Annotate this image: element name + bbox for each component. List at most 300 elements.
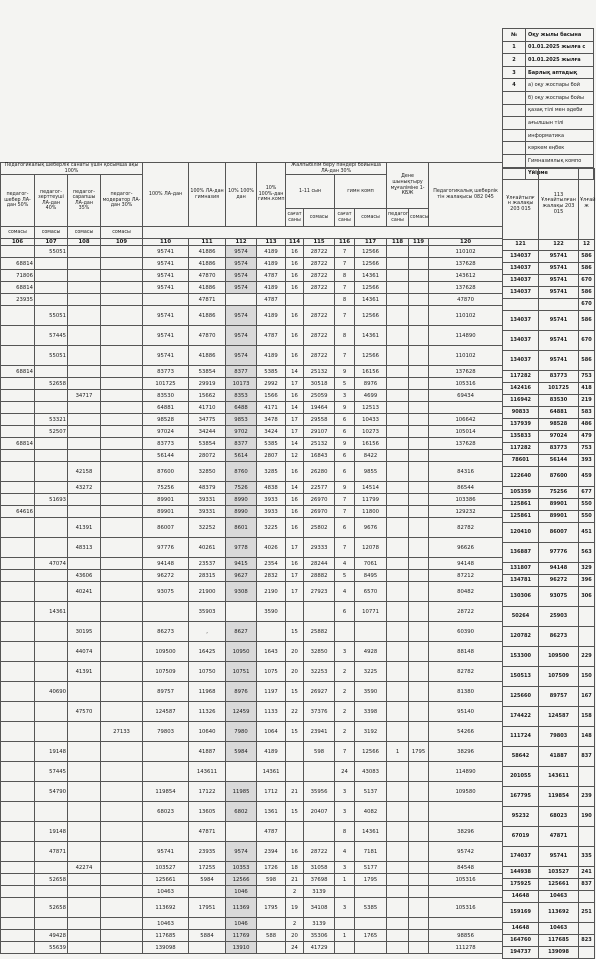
right-table-row <box>503 311 595 331</box>
column-number: 119 <box>409 239 429 246</box>
cell-c3: 42158 <box>68 462 101 482</box>
cell-t <box>387 942 409 954</box>
right-cell-a: 131807 <box>503 563 539 575</box>
cell-ts <box>409 682 429 702</box>
table-row <box>1 378 503 390</box>
cell-c8: 4189 <box>257 346 286 366</box>
cell-c7: 8990 <box>226 494 257 506</box>
column-number: 114 <box>286 239 304 246</box>
cell-h1: 16 <box>286 494 304 506</box>
right-table-row <box>503 543 595 563</box>
cell-c6: 5884 <box>189 930 226 942</box>
cell-h2: 7 <box>335 494 355 506</box>
cell-c4 <box>101 518 143 538</box>
cell-s2: 43083 <box>355 762 387 782</box>
column-number: 116 <box>335 239 355 246</box>
right-cell-b <box>539 299 579 311</box>
cell-s1: 28722 <box>304 306 335 326</box>
right-table-row <box>503 867 595 879</box>
right-cell-b: 109500 <box>539 647 579 667</box>
cell-res: 137628 <box>429 438 503 450</box>
column-number: 117 <box>355 239 387 246</box>
cell-t <box>387 258 409 270</box>
cell-c6: 11326 <box>189 702 226 722</box>
cell-c7: 5614 <box>226 450 257 462</box>
cell-res <box>429 802 503 822</box>
table-row <box>1 570 503 582</box>
right-cell-b: 101725 <box>539 383 579 395</box>
cell-c8: 3590 <box>257 602 286 622</box>
cell-c6: , <box>189 622 226 642</box>
cell-c6: 34244 <box>189 426 226 438</box>
right-cell-c <box>579 891 595 903</box>
cell-c5: 113692 <box>143 898 189 918</box>
summary-row-number: 2 <box>503 54 526 67</box>
cell-s2: 7061 <box>355 558 387 570</box>
cell-c6: 41887 <box>189 742 226 762</box>
cell-s1: 16843 <box>304 450 335 462</box>
right-cell-a: 159169 <box>503 903 539 923</box>
table-row <box>1 518 503 538</box>
cell-res: 94148 <box>429 558 503 570</box>
cell-res: 82782 <box>429 662 503 682</box>
right-cell-b: 107509 <box>539 667 579 687</box>
cell-ts <box>409 270 429 282</box>
right-cell-b: 89757 <box>539 687 579 707</box>
cell-c5: 95741 <box>143 258 189 270</box>
cell-c1 <box>1 462 35 482</box>
cell-c1: 68814 <box>1 366 35 378</box>
right-cell-c: 459 <box>579 467 595 487</box>
table-row <box>1 414 503 426</box>
cell-ts <box>409 518 429 538</box>
cell-s1: 19464 <box>304 402 335 414</box>
cell-ts: 1795 <box>409 742 429 762</box>
cell-h1: 21 <box>286 782 304 802</box>
cell-h2 <box>335 622 355 642</box>
cell-h2 <box>335 886 355 898</box>
right-table-row <box>503 563 595 575</box>
cell-h2: 6 <box>335 602 355 622</box>
cell-h1: 16 <box>286 506 304 518</box>
right-cell-b: 83773 <box>539 443 579 455</box>
cell-ts <box>409 326 429 346</box>
table-row <box>1 450 503 462</box>
cell-c4 <box>101 402 143 414</box>
right-table-row <box>503 431 595 443</box>
cell-c4 <box>101 582 143 602</box>
cell-c1 <box>1 450 35 462</box>
cell-c4 <box>101 622 143 642</box>
cell-c2: 14361 <box>35 602 68 622</box>
cell-c8: 1643 <box>257 642 286 662</box>
cell-h2 <box>335 942 355 954</box>
cell-c1 <box>1 570 35 582</box>
cell-c1: 68814 <box>1 258 35 270</box>
cell-c8: 1712 <box>257 782 286 802</box>
cell-c7: 11369 <box>226 898 257 918</box>
right-cell-c: 329 <box>579 563 595 575</box>
cell-c4 <box>101 390 143 402</box>
cell-c8: 2190 <box>257 582 286 602</box>
right-cell-b: 75256 <box>539 487 579 499</box>
cell-c7: 11985 <box>226 782 257 802</box>
cell-s1: 25059 <box>304 390 335 402</box>
cell-c2 <box>35 722 68 742</box>
cell-c6: 32252 <box>189 518 226 538</box>
cell-c7: 10173 <box>226 378 257 390</box>
cell-c4 <box>101 842 143 862</box>
table-row <box>1 702 503 722</box>
right-cell-c: 753 <box>579 443 595 455</box>
cell-s2: 10433 <box>355 414 387 426</box>
cell-h2: 6 <box>335 462 355 482</box>
cell-c5: 89901 <box>143 506 189 518</box>
cell-c1 <box>1 346 35 366</box>
cell-c1 <box>1 662 35 682</box>
cell-h1: 16 <box>286 390 304 402</box>
cell-c3 <box>68 506 101 518</box>
cell-c7: 9308 <box>226 582 257 602</box>
right-table-row <box>503 467 595 487</box>
right-column-number: 12 <box>579 240 595 251</box>
cell-c3 <box>68 258 101 270</box>
cell-c3 <box>68 558 101 570</box>
cell-h2: 6 <box>335 426 355 438</box>
cell-c8: 3933 <box>257 494 286 506</box>
right-cell-b: 64881 <box>539 407 579 419</box>
right-cell-b: 79803 <box>539 727 579 747</box>
right-cell-b: 95741 <box>539 287 579 299</box>
summary-row-number <box>503 142 526 155</box>
summary-row-text: а) оқу жоспары бой <box>526 79 594 92</box>
cell-c5 <box>143 294 189 306</box>
cell-c5: 119854 <box>143 782 189 802</box>
right-cell-c: 486 <box>579 419 595 431</box>
cell-res: 96626 <box>429 538 503 558</box>
cell-c6: 53854 <box>189 366 226 378</box>
cell-c1 <box>1 842 35 862</box>
cell-h1: 16 <box>286 282 304 294</box>
cell-res: 95140 <box>429 702 503 722</box>
cell-res: 110102 <box>429 346 503 366</box>
cell-h1: 19 <box>286 898 304 918</box>
right-table-row <box>503 351 595 371</box>
cell-c3 <box>68 294 101 306</box>
cell-c1 <box>1 898 35 918</box>
cell-c1: 71806 <box>1 270 35 282</box>
right-cell-c <box>579 607 595 627</box>
cell-c8: 1197 <box>257 682 286 702</box>
table-row <box>1 366 503 378</box>
cell-s2: 9676 <box>355 518 387 538</box>
col-head-gymnasium: 100% ЛА-дан гимназия <box>189 163 226 227</box>
cell-c4 <box>101 918 143 930</box>
cell-c8 <box>257 622 286 642</box>
cell-c6: 143611 <box>189 762 226 782</box>
cell-c3: 42274 <box>68 862 101 874</box>
cell-c1 <box>1 558 35 570</box>
cell-c1: 68814 <box>1 438 35 450</box>
right-cell-a: 105359 <box>503 487 539 499</box>
sub-head-teachers: педагог саны <box>387 209 409 227</box>
cell-c4 <box>101 782 143 802</box>
cell-t <box>387 930 409 942</box>
cell-c6: 29919 <box>189 378 226 390</box>
summary-row-number <box>503 91 526 104</box>
cell-h2: 5 <box>335 570 355 582</box>
summary-row-number <box>503 129 526 142</box>
right-table-row <box>503 787 595 807</box>
cell-c1 <box>1 582 35 602</box>
cell-ts <box>409 930 429 942</box>
cell-c6: 10640 <box>189 722 226 742</box>
cell-c2 <box>35 294 68 306</box>
cell-s1 <box>304 822 335 842</box>
cell-res: 54266 <box>429 722 503 742</box>
column-number: 113 <box>257 239 286 246</box>
cell-res <box>429 886 503 898</box>
cell-res: 82782 <box>429 518 503 538</box>
right-cell-a: 14648 <box>503 891 539 903</box>
cell-c8: 4189 <box>257 246 286 258</box>
cell-c4 <box>101 506 143 518</box>
cell-s1: 35956 <box>304 782 335 802</box>
cell-h1: 15 <box>286 722 304 742</box>
cell-c4 <box>101 294 143 306</box>
cell-c5: 107509 <box>143 662 189 682</box>
cell-c1: 64616 <box>1 506 35 518</box>
right-cell-b: 68023 <box>539 807 579 827</box>
cell-c5: 56144 <box>143 450 189 462</box>
cell-c8: 3285 <box>257 462 286 482</box>
right-cell-b: 95741 <box>539 263 579 275</box>
table-row <box>1 822 503 842</box>
general-subjects-title: Жалпыбілім беру пәндері бойынша ЛА-дан 30% <box>286 163 387 175</box>
col-head-researcher: педагог-зерттеуші ЛА-дан 40% <box>35 175 68 227</box>
cell-c7: 8760 <box>226 462 257 482</box>
cell-ts <box>409 822 429 842</box>
cell-c5: 98528 <box>143 414 189 426</box>
table-row <box>1 306 503 326</box>
cell-c3 <box>68 802 101 822</box>
cell-c3 <box>68 886 101 898</box>
cell-c3: 43272 <box>68 482 101 494</box>
right-col-head-c: Ұлғай ж <box>579 169 595 240</box>
cell-c1 <box>1 518 35 538</box>
cell-h2: 8 <box>335 270 355 282</box>
cell-c3 <box>68 722 101 742</box>
cell-t <box>387 558 409 570</box>
right-table-row <box>503 499 595 511</box>
column-number-row <box>1 239 503 246</box>
summary-row-text: 01.01.2025 жылға с <box>526 41 594 54</box>
cell-c4 <box>101 662 143 682</box>
cell-c3 <box>68 282 101 294</box>
cell-s2: 14361 <box>355 822 387 842</box>
cell-t <box>387 862 409 874</box>
right-cell-b: 47871 <box>539 827 579 847</box>
column-number: 118 <box>387 239 409 246</box>
cell-t <box>387 366 409 378</box>
cell-s2: 12566 <box>355 306 387 326</box>
right-cell-a: 150513 <box>503 667 539 687</box>
cell-h1: 16 <box>286 462 304 482</box>
cell-c6: 48379 <box>189 482 226 494</box>
sub-head-sum: сомасы <box>304 209 335 227</box>
right-cell-c <box>579 827 595 847</box>
cell-h2: 8 <box>335 326 355 346</box>
cell-h2: 6 <box>335 450 355 462</box>
cell-c2: 54790 <box>35 782 68 802</box>
cell-c3 <box>68 898 101 918</box>
summary-header <box>503 29 594 42</box>
right-table-row <box>503 487 595 499</box>
cell-res: 109580 <box>429 782 503 802</box>
cell-res <box>429 402 503 414</box>
cell-c4 <box>101 822 143 842</box>
cell-c2 <box>35 366 68 378</box>
cell-c4: 27133 <box>101 722 143 742</box>
cell-res: 103386 <box>429 494 503 506</box>
table-row <box>1 682 503 702</box>
cell-ts <box>409 390 429 402</box>
cell-s1: 28722 <box>304 842 335 862</box>
table-row <box>1 886 503 898</box>
cell-c3: 41391 <box>68 518 101 538</box>
sub-head-sum: сомасы <box>409 209 429 227</box>
summary-row <box>503 104 594 117</box>
cell-s2 <box>355 622 387 642</box>
cell-h2: 4 <box>335 842 355 862</box>
right-cell-a: 144938 <box>503 867 539 879</box>
cell-c8: 3424 <box>257 426 286 438</box>
cell-ts <box>409 482 429 494</box>
cell-c8: 1064 <box>257 722 286 742</box>
cell-res: 69434 <box>429 390 503 402</box>
cell-t <box>387 782 409 802</box>
right-cell-c: 586 <box>579 251 595 263</box>
cell-s1: 26970 <box>304 506 335 518</box>
cell-s2 <box>355 942 387 954</box>
cell-h1 <box>286 762 304 782</box>
cell-res <box>429 918 503 930</box>
cell-c8 <box>257 918 286 930</box>
table-row <box>1 722 503 742</box>
sub-head-sum: сомасы <box>355 209 387 227</box>
cell-c3: 34717 <box>68 390 101 402</box>
cell-s1: 37376 <box>304 702 335 722</box>
cell-c4 <box>101 462 143 482</box>
table-row <box>1 462 503 482</box>
cell-h1 <box>286 742 304 762</box>
cell-h1: 16 <box>286 346 304 366</box>
right-cell-a: 95232 <box>503 807 539 827</box>
cell-c1 <box>1 414 35 426</box>
cell-h2: 5 <box>335 378 355 390</box>
right-cell-b: 95741 <box>539 311 579 331</box>
cell-h1: 17 <box>286 538 304 558</box>
summary-row-text: ағылшын тілі <box>526 117 594 130</box>
cell-c6: 13605 <box>189 802 226 822</box>
cell-ts <box>409 762 429 782</box>
cell-c1 <box>1 326 35 346</box>
right-cell-c: 306 <box>579 587 595 607</box>
column-number: 112 <box>226 239 257 246</box>
cell-ts <box>409 862 429 874</box>
cell-c5: 117685 <box>143 930 189 942</box>
right-cell-c: 335 <box>579 847 595 867</box>
cell-h1: 16 <box>286 326 304 346</box>
summary-row-text: Барлық аптадық <box>526 66 594 79</box>
cell-t <box>387 482 409 494</box>
column-number: 109 <box>101 239 143 246</box>
cell-s2: 10771 <box>355 602 387 622</box>
table-row <box>1 942 503 954</box>
cell-c4 <box>101 450 143 462</box>
cell-c8: 4838 <box>257 482 286 494</box>
cell-h2: 3 <box>335 782 355 802</box>
cell-h2: 3 <box>335 802 355 822</box>
cell-c2: 40690 <box>35 682 68 702</box>
right-cell-a: 122640 <box>503 467 539 487</box>
cell-ts <box>409 346 429 366</box>
cell-h1: 16 <box>286 842 304 862</box>
cell-s1: 37698 <box>304 874 335 886</box>
cell-s2: 12566 <box>355 742 387 762</box>
sub-head-hours: сағат саны <box>335 209 355 227</box>
cell-ts <box>409 886 429 898</box>
cell-s1: 29333 <box>304 538 335 558</box>
right-cell-a: 125861 <box>503 511 539 523</box>
cell-ts <box>409 570 429 582</box>
cell-c4 <box>101 898 143 918</box>
cell-c5: 97776 <box>143 538 189 558</box>
right-cell-c: 550 <box>579 511 595 523</box>
cell-res: 80482 <box>429 582 503 602</box>
table-row <box>1 258 503 270</box>
cell-c5: 95741 <box>143 282 189 294</box>
cell-c1 <box>1 402 35 414</box>
right-table-row <box>503 371 595 383</box>
cell-c4 <box>101 862 143 874</box>
cell-res: 137628 <box>429 366 503 378</box>
right-cell-c: 670 <box>579 275 595 287</box>
right-cell-b: 10463 <box>539 891 579 903</box>
cell-c8: 4189 <box>257 258 286 270</box>
right-col-head-b: 113 Ұлғайтылған жалақы 203 015 <box>539 169 579 240</box>
cell-h1: 16 <box>286 246 304 258</box>
cell-ts <box>409 842 429 862</box>
cell-h2: 2 <box>335 702 355 722</box>
right-cell-b: 83773 <box>539 371 579 383</box>
cell-s2: 16156 <box>355 366 387 378</box>
column-number: 110 <box>143 239 189 246</box>
cell-c2 <box>35 462 68 482</box>
cell-s2: 4699 <box>355 390 387 402</box>
table-row <box>1 802 503 822</box>
right-cell-a: 164760 <box>503 935 539 947</box>
cell-s2: 5137 <box>355 782 387 802</box>
right-cell-c: 158 <box>579 707 595 727</box>
cell-c4 <box>101 378 143 390</box>
cell-t <box>387 662 409 682</box>
right-cell-a: 167795 <box>503 787 539 807</box>
cell-h1: 16 <box>286 258 304 270</box>
cell-c6: 32850 <box>189 462 226 482</box>
cell-t <box>387 402 409 414</box>
cell-c3 <box>68 742 101 762</box>
